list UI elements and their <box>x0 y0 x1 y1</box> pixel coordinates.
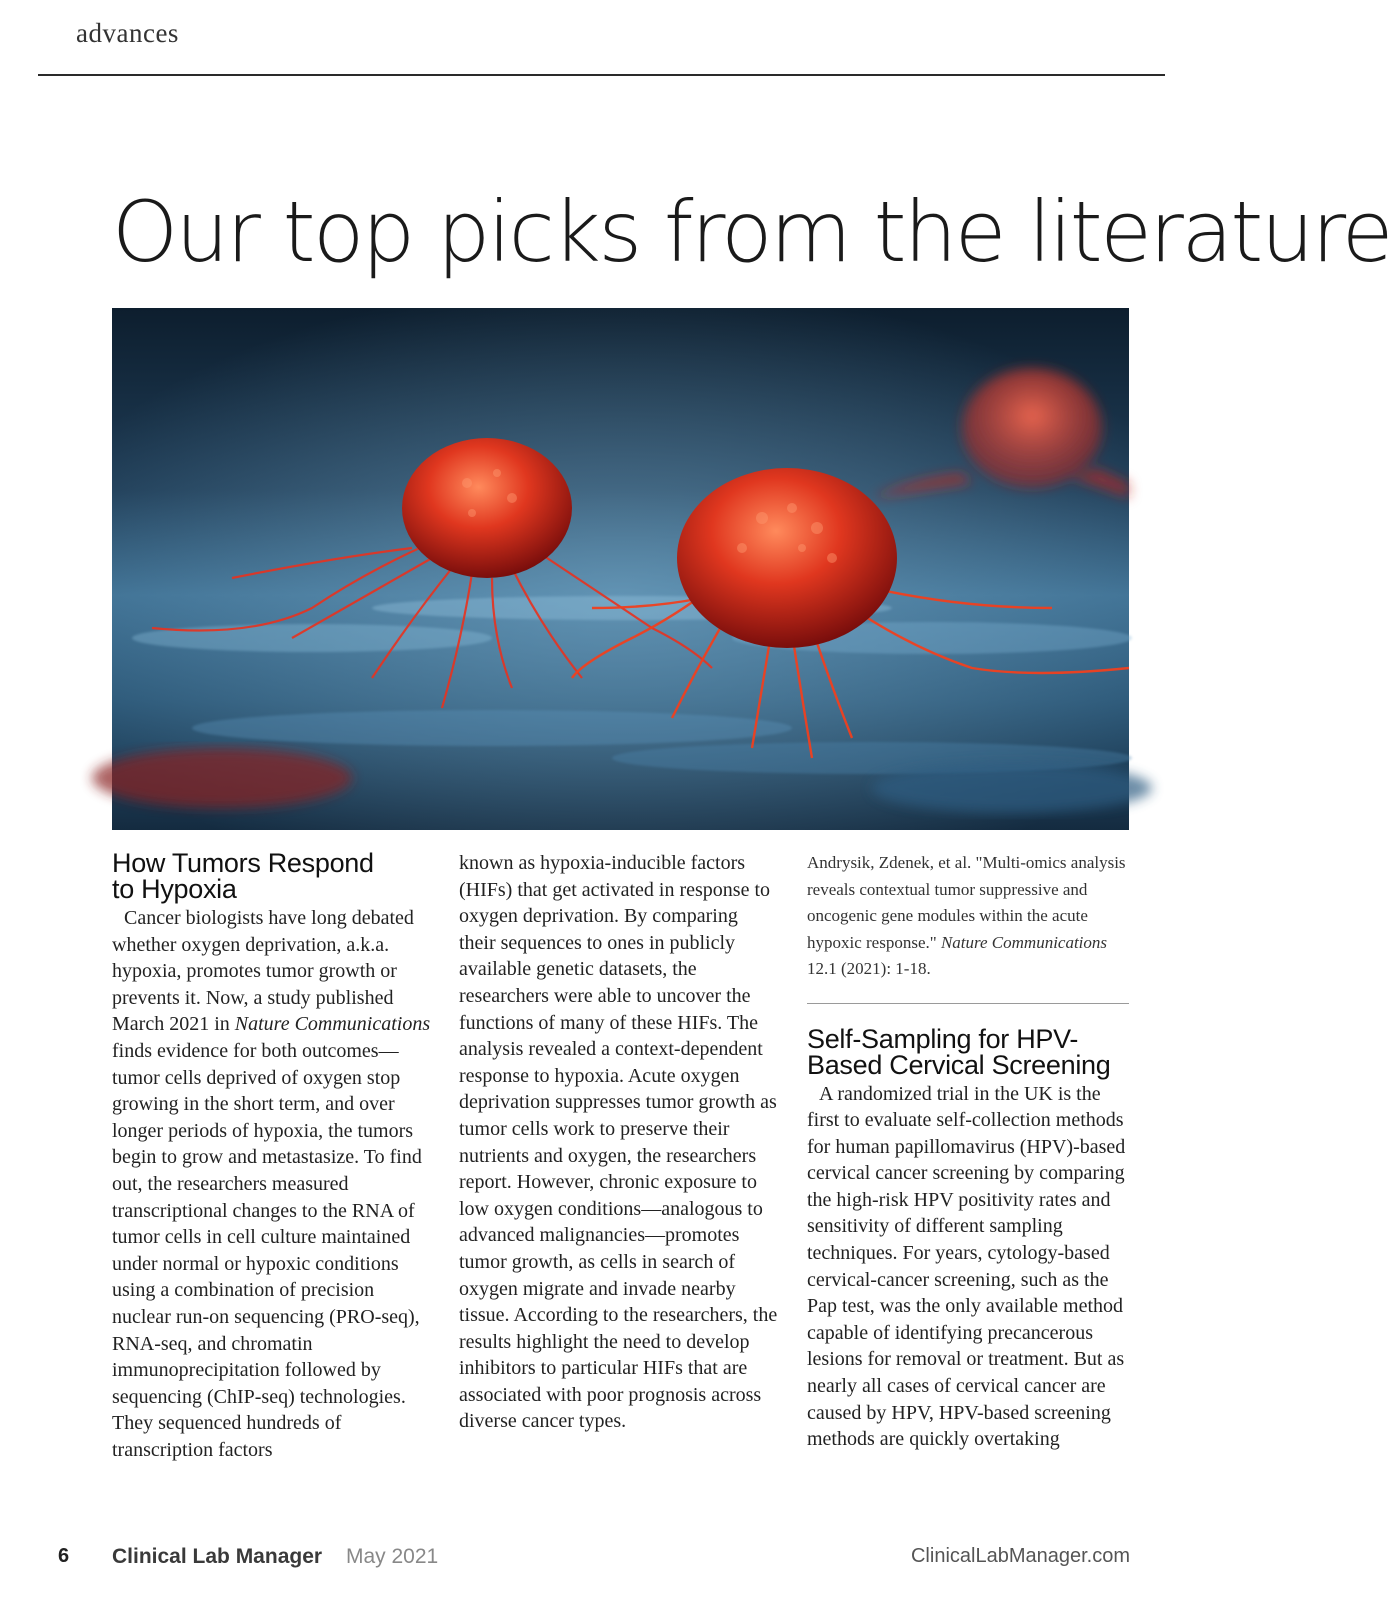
magazine-name: Clinical Lab Manager <box>112 1545 323 1568</box>
page-footer <box>0 1545 1200 1575</box>
header-rule <box>38 74 1165 76</box>
divider <box>807 1003 1129 1004</box>
article-paragraph <box>112 905 432 1463</box>
citation-text: 12.1 (2021): 1-18. <box>807 959 931 978</box>
paragraph-text: Cancer biologists have long debated whether oxygen deprivation, a.k.a. hypoxia, promotes tumor growth or prevents it. Now, a study published March 2021 in <box>112 907 414 1036</box>
journal-name: Nature Communications <box>940 932 1108 952</box>
article-column-2 <box>459 850 779 1435</box>
article-column-3 <box>807 850 1127 1453</box>
issue-date: May 2021 <box>346 1545 439 1568</box>
cancer-cells-image <box>112 308 1129 830</box>
article-title-line: Self-Sampling for HPV- <box>807 1023 1079 1054</box>
website-link[interactable]: ClinicalLabManager.com <box>910 1545 1130 1567</box>
article-title-hpv <box>807 1023 1127 1080</box>
citation <box>807 850 1127 983</box>
citation-text: Andrysik, Zdenek, et al. "Multi-omics analysis reveals contextual tumor suppressive and oncogenic gene modules within the acute hypoxic response." <box>807 853 1126 952</box>
article-paragraph: known as hypoxia-inducible factors (HIFs) that get activated in response to oxygen deprivation. By comparing their sequences to ones in publicly available genetic datasets, the researchers were able to uncover the functions of many of these HIFs. The analysis revealed a context-dependent response to hypoxia. Acute oxygen deprivation suppresses tumor growth as tumor cells work to preserve their nutrients and oxygen, the researchers report. However, chronic exposure to low oxygen conditions—analogous to advanced malignancies—promotes tumor growth, as cells in search of oxygen migrate and invade nearby tissue. According to the researchers, the results highlight the need to develop inhibitors to particular HIFs that are associated with poor prognosis across diverse cancer types. <box>459 852 778 1433</box>
paragraph-text: finds evidence for both outcomes—tumor cells deprived of oxygen stop growing in the short term, and over longer periods of hypoxia, the tumors begin to grow and metastasize. To find out, the researchers measured transcriptional changes to the RNA of tumor cells in cell culture maintained under normal or hypoxic conditions using a combination of precision nuclear run-on sequencing (PRO-seq), RNA-seq, and chromatin immunoprecipitation followed by sequencing (ChIP-seq) technologies. They sequenced hundreds of transcription factors <box>112 1039 422 1461</box>
article-column-1 <box>112 850 432 1463</box>
article-paragraph: A randomized trial in the UK is the first to evaluate self-collection methods for human papillomavirus (HPV)-based cervical cancer screening by comparing the high-risk HPV positivity rates and sensitivity of different sampling techniques. For years, cytology-based cervical-cancer screening, such as the Pap test, was the only available method capable of identifying precancerous lesions for removal or treatment. But as nearly all cases of cervical cancer are caused by HPV, HPV-based screening methods are quickly overtaking <box>807 1082 1126 1451</box>
page-headline: Our top picks from the literature <box>112 183 1391 281</box>
article-title-line: to Hypoxia <box>112 874 237 904</box>
page-number: 6 <box>58 1545 70 1567</box>
article-title-line: Based Cervical Screening <box>807 1049 1111 1080</box>
article-title-hypoxia <box>112 850 432 902</box>
journal-name: Nature Communications <box>234 1013 431 1036</box>
section-label: advances <box>76 18 179 48</box>
article-title-line: How Tumors Respond <box>112 848 374 878</box>
